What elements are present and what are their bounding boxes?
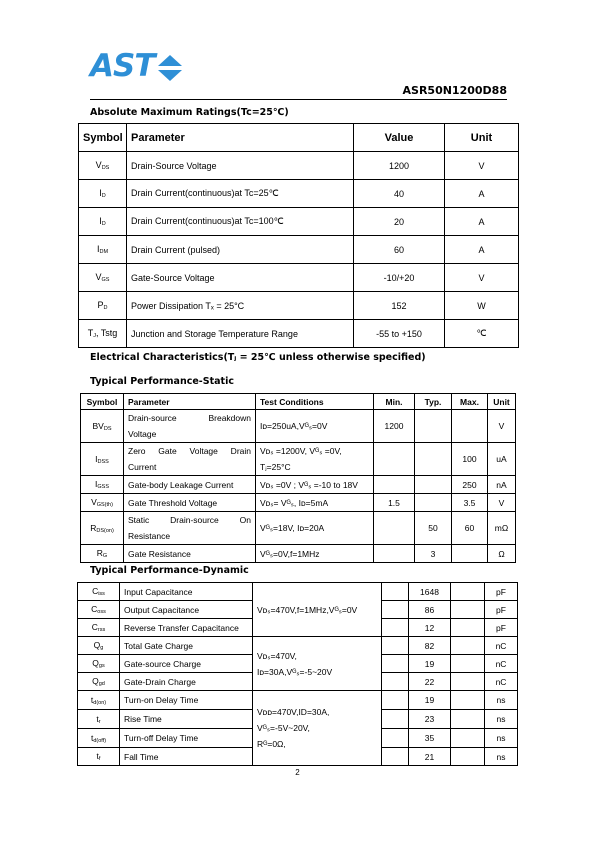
parameter-cell: Gate-source Charge <box>120 655 253 673</box>
col-header: Parameter <box>124 394 256 410</box>
parameter-line: Current <box>128 462 157 472</box>
unit-cell: mΩ <box>488 512 516 545</box>
symbol-cell <box>81 410 124 443</box>
table-header-row <box>79 124 519 152</box>
symbol-text: R <box>96 548 103 558</box>
table-row <box>81 512 516 545</box>
parameter-cell: Gate-Drain Charge <box>120 673 253 691</box>
symbol-subscript: GS(th) <box>96 502 113 508</box>
parameter-line: Gate Resistance <box>128 548 191 559</box>
max-cell: 100 <box>452 443 488 476</box>
symbol-subscript: rss <box>97 627 106 633</box>
parameter-cell: Junction and Storage Temperature Range <box>127 320 354 348</box>
condition-line: Vᴳₛ=18V, Iᴅ=20A <box>260 523 325 533</box>
typ-cell <box>415 494 452 512</box>
condition-line: Rᴳ=0Ω, <box>257 739 286 749</box>
dynamic-heading: Typical Performance-Dynamic <box>90 565 249 576</box>
condition-cell <box>256 410 374 443</box>
symbol-cell <box>79 208 127 236</box>
col-header: Unit <box>488 394 516 410</box>
condition-line: Iᴅ=30A,Vᴳₛ=-5~20V <box>257 666 333 677</box>
unit-cell: W <box>445 292 519 320</box>
typ-cell: 23 <box>409 710 451 729</box>
col-header: Max. <box>452 394 488 410</box>
symbol-suffix: , Tstg <box>95 328 118 338</box>
condition-line: Iᴅ=250uA,Vᴳₛ=0V <box>260 421 328 431</box>
max-cell <box>451 729 485 748</box>
parameter-cell <box>124 545 256 563</box>
min-cell <box>382 619 409 637</box>
col-header: Symbol <box>79 124 127 152</box>
symbol-cell <box>79 264 127 292</box>
typ-cell: 22 <box>409 673 451 691</box>
condition-line: Vᴅₛ= Vᴳₛ, Iᴅ=5mA <box>260 497 329 508</box>
typ-cell: 86 <box>409 601 451 619</box>
abs-max-table <box>78 123 519 348</box>
table-row <box>81 410 516 443</box>
table-row <box>79 180 519 208</box>
max-cell <box>451 655 485 673</box>
part-number: ASR50N1200D88 <box>402 84 507 97</box>
dynamic-table <box>77 582 518 766</box>
condition-line: Vᴳₛ=0V,f=1MHz <box>260 548 320 559</box>
symbol-cell <box>79 152 127 180</box>
symbol-text: P <box>97 300 104 310</box>
symbol-subscript: DM <box>99 249 109 255</box>
symbol-cell <box>78 691 120 710</box>
typ-cell <box>415 443 452 476</box>
parameter-line: Gate Threshold Voltage <box>128 497 218 508</box>
value-cell: 60 <box>354 236 445 264</box>
symbol-subscript: D <box>101 221 106 227</box>
max-cell <box>451 748 485 766</box>
logo-arrows-icon <box>158 55 182 81</box>
unit-cell: ns <box>485 748 518 766</box>
typ-cell: 3 <box>415 545 452 563</box>
parameter-line: Static Drain-source On <box>128 515 251 525</box>
symbol-text: V <box>95 272 102 282</box>
max-cell <box>452 545 488 563</box>
unit-cell: A <box>445 180 519 208</box>
typ-cell: 21 <box>409 748 451 766</box>
parameter-cell: Drain Current(continuous)at Tc=25℃ <box>127 180 354 208</box>
unit-cell: nC <box>485 637 518 655</box>
symbol-text: t <box>90 694 94 705</box>
value-cell: -55 to +150 <box>354 320 445 348</box>
min-cell <box>382 729 409 748</box>
ast-logo <box>90 48 184 84</box>
parameter-cell: Power Dissipation Tₓ = 25°C <box>127 292 354 320</box>
unit-cell: nC <box>485 673 518 691</box>
symbol-cell <box>81 545 124 563</box>
table-row <box>78 583 518 601</box>
parameter-line: Voltage <box>128 429 157 439</box>
table-row <box>79 264 519 292</box>
parameter-cell: Drain Current (pulsed) <box>127 236 354 264</box>
unit-cell: ℃ <box>445 320 519 348</box>
min-cell <box>382 691 409 710</box>
logo-text: AST <box>90 48 155 84</box>
unit-cell: V <box>445 152 519 180</box>
max-cell <box>452 410 488 443</box>
max-cell <box>451 619 485 637</box>
symbol-cell <box>79 180 127 208</box>
unit-cell: V <box>488 410 516 443</box>
typ-cell: 35 <box>409 729 451 748</box>
parameter-cell <box>124 476 256 494</box>
parameter-cell: Fall Time <box>120 748 253 766</box>
symbol-cell <box>81 494 124 512</box>
symbol-cell <box>78 637 120 655</box>
symbol-text: R <box>90 522 97 533</box>
parameter-cell: Turn-off Delay Time <box>120 729 253 748</box>
symbol-text: Q <box>93 640 101 650</box>
condition-line: Vᴳₛ=-5V~20V, <box>257 723 310 733</box>
max-cell <box>451 583 485 601</box>
parameter-cell: Output Capacitance <box>120 601 253 619</box>
symbol-subscript: gd <box>98 681 105 687</box>
symbol-subscript: oss <box>97 609 106 615</box>
unit-cell: nC <box>485 655 518 673</box>
symbol-subscript: GSS <box>97 484 109 490</box>
typ-cell: 19 <box>409 691 451 710</box>
table-header-row <box>81 394 516 410</box>
condition-line: Vᴅₛ =1200V, Vᴳₛ =0V, <box>260 446 342 456</box>
abs-max-heading: Absolute Maximum Ratings(Tc=25℃) <box>90 107 289 118</box>
electrical-heading: Electrical Characteristics(Tⱼ = 25℃ unless otherwise specified) <box>90 352 426 363</box>
parameter-line: Gate-body Leakage Current <box>128 479 234 490</box>
symbol-cell <box>78 710 120 729</box>
symbol-text: t <box>90 732 94 743</box>
table-row <box>81 476 516 494</box>
col-header: Value <box>354 124 445 152</box>
table-row <box>79 320 519 348</box>
parameter-cell: Input Capacitance <box>120 583 253 601</box>
symbol-text: I <box>95 453 98 464</box>
symbol-subscript: DSS <box>97 458 109 465</box>
col-header: Min. <box>374 394 415 410</box>
unit-cell: V <box>488 494 516 512</box>
table-row <box>81 494 516 512</box>
condition-line: Vᴅₛ =0V ; Vᴳₛ =-10 to 18V <box>260 479 358 490</box>
value-cell: 152 <box>354 292 445 320</box>
min-cell <box>382 673 409 691</box>
symbol-cell <box>79 236 127 264</box>
symbol-subscript: gs <box>98 663 105 669</box>
parameter-line: Resistance <box>128 531 171 541</box>
symbol-text: C <box>92 586 99 596</box>
parameter-cell: Rise Time <box>120 710 253 729</box>
value-cell: -10/+20 <box>354 264 445 292</box>
table-row <box>81 443 516 476</box>
min-cell <box>382 637 409 655</box>
parameter-cell: Turn-on Delay Time <box>120 691 253 710</box>
unit-cell: pF <box>485 619 518 637</box>
condition-line: Vᴅₛ=470V, <box>257 650 297 661</box>
unit-cell: ns <box>485 729 518 748</box>
symbol-subscript: d(off) <box>93 737 107 744</box>
unit-cell: uA <box>488 443 516 476</box>
min-cell <box>382 710 409 729</box>
symbol-text: I <box>99 216 102 226</box>
symbol-cell <box>78 655 120 673</box>
table-row <box>78 691 518 710</box>
min-cell <box>374 443 415 476</box>
condition-cell <box>256 443 374 476</box>
condition-cell <box>256 512 374 545</box>
table-row <box>79 236 519 264</box>
min-cell <box>382 748 409 766</box>
typ-cell: 1648 <box>409 583 451 601</box>
value-cell: 1200 <box>354 152 445 180</box>
symbol-text: I <box>99 188 102 198</box>
symbol-text: t <box>96 713 99 724</box>
symbol-cell <box>79 292 127 320</box>
symbol-cell <box>79 320 127 348</box>
symbol-text: T <box>87 328 94 338</box>
max-cell <box>451 637 485 655</box>
symbol-text: BV <box>92 420 104 431</box>
unit-cell: Ω <box>488 545 516 563</box>
min-cell <box>382 655 409 673</box>
parameter-cell <box>124 512 256 545</box>
symbol-cell <box>78 601 120 619</box>
symbol-subscript: DS <box>103 425 112 432</box>
symbol-cell <box>78 619 120 637</box>
unit-cell: ns <box>485 710 518 729</box>
condition-cell <box>256 476 374 494</box>
value-cell: 40 <box>354 180 445 208</box>
unit-cell: A <box>445 236 519 264</box>
header-divider <box>90 99 507 100</box>
symbol-cell <box>78 583 120 601</box>
table-row <box>81 545 516 563</box>
symbol-cell <box>78 673 120 691</box>
symbol-text: V <box>95 160 102 170</box>
unit-cell: nA <box>488 476 516 494</box>
symbol-text: C <box>91 604 98 614</box>
symbol-text: t <box>96 751 99 761</box>
symbol-cell <box>78 748 120 766</box>
condition-line: Vᴅₛ=470V,f=1MHz,Vᴳₛ=0V <box>257 604 358 615</box>
table-row <box>79 208 519 236</box>
typ-cell: 82 <box>409 637 451 655</box>
min-cell: 1.5 <box>374 494 415 512</box>
condition-line: Vᴅᴅ=470V,ID=30A, <box>257 707 330 717</box>
min-cell: 1200 <box>374 410 415 443</box>
symbol-subscript: J <box>93 333 96 339</box>
parameter-line: Drain-source Breakdown <box>128 413 251 423</box>
value-cell: 20 <box>354 208 445 236</box>
table-row <box>79 292 519 320</box>
symbol-subscript: f <box>98 756 101 762</box>
condition-cell <box>253 637 382 691</box>
condition-cell <box>253 691 382 766</box>
page-number: 2 <box>295 768 300 777</box>
max-cell <box>451 691 485 710</box>
typ-cell: 12 <box>409 619 451 637</box>
symbol-subscript: G <box>102 553 108 559</box>
condition-line: Tⱼ=25°C <box>260 462 291 472</box>
min-cell <box>382 583 409 601</box>
col-header: Symbol <box>81 394 124 410</box>
parameter-cell: Reverse Transfer Capacitance <box>120 619 253 637</box>
col-header: Unit <box>445 124 519 152</box>
symbol-subscript: GS <box>101 277 110 283</box>
parameter-cell <box>124 410 256 443</box>
max-cell <box>451 673 485 691</box>
symbol-subscript: r <box>98 718 101 725</box>
symbol-subscript: g <box>100 645 104 651</box>
symbol-text: V <box>91 497 97 507</box>
min-cell <box>374 512 415 545</box>
symbol-cell <box>81 443 124 476</box>
min-cell <box>374 545 415 563</box>
min-cell <box>374 476 415 494</box>
symbol-subscript: D <box>103 305 108 311</box>
condition-cell <box>253 583 382 637</box>
parameter-cell <box>124 443 256 476</box>
parameter-line: Zero Gate Voltage Drain <box>128 446 251 456</box>
unit-cell: pF <box>485 601 518 619</box>
max-cell <box>451 601 485 619</box>
typ-cell: 50 <box>415 512 452 545</box>
symbol-cell <box>78 729 120 748</box>
table-row <box>79 152 519 180</box>
symbol-text: Q <box>92 676 99 686</box>
max-cell: 3.5 <box>452 494 488 512</box>
typ-cell: 19 <box>409 655 451 673</box>
parameter-cell <box>124 494 256 512</box>
parameter-cell: Gate-Source Voltage <box>127 264 354 292</box>
symbol-text: I <box>96 244 100 254</box>
symbol-subscript: DS(on) <box>96 527 114 534</box>
max-cell: 60 <box>452 512 488 545</box>
typ-cell <box>415 410 452 443</box>
col-header: Parameter <box>127 124 354 152</box>
condition-cell <box>256 494 374 512</box>
symbol-subscript: D <box>101 193 106 199</box>
unit-cell: V <box>445 264 519 292</box>
unit-cell: pF <box>485 583 518 601</box>
parameter-cell: Drain-Source Voltage <box>127 152 354 180</box>
max-cell <box>451 710 485 729</box>
parameter-cell: Drain Current(continuous)at Tc=100℃ <box>127 208 354 236</box>
condition-cell <box>256 545 374 563</box>
symbol-subscript: d(on) <box>93 699 107 706</box>
symbol-subscript: DS <box>101 165 110 171</box>
symbol-cell <box>81 512 124 545</box>
symbol-cell <box>81 476 124 494</box>
col-header: Test Conditions <box>256 394 374 410</box>
table-row <box>78 637 518 655</box>
max-cell: 250 <box>452 476 488 494</box>
parameter-cell: Total Gate Charge <box>120 637 253 655</box>
static-table <box>80 393 516 563</box>
unit-cell: ns <box>485 691 518 710</box>
static-heading: Typical Performance-Static <box>90 376 234 387</box>
col-header: Typ. <box>415 394 452 410</box>
typ-cell <box>415 476 452 494</box>
symbol-text: Q <box>92 658 99 668</box>
symbol-text: I <box>95 479 98 489</box>
min-cell <box>382 601 409 619</box>
symbol-subscript: iss <box>98 591 105 597</box>
unit-cell: A <box>445 208 519 236</box>
symbol-text: C <box>91 622 98 632</box>
